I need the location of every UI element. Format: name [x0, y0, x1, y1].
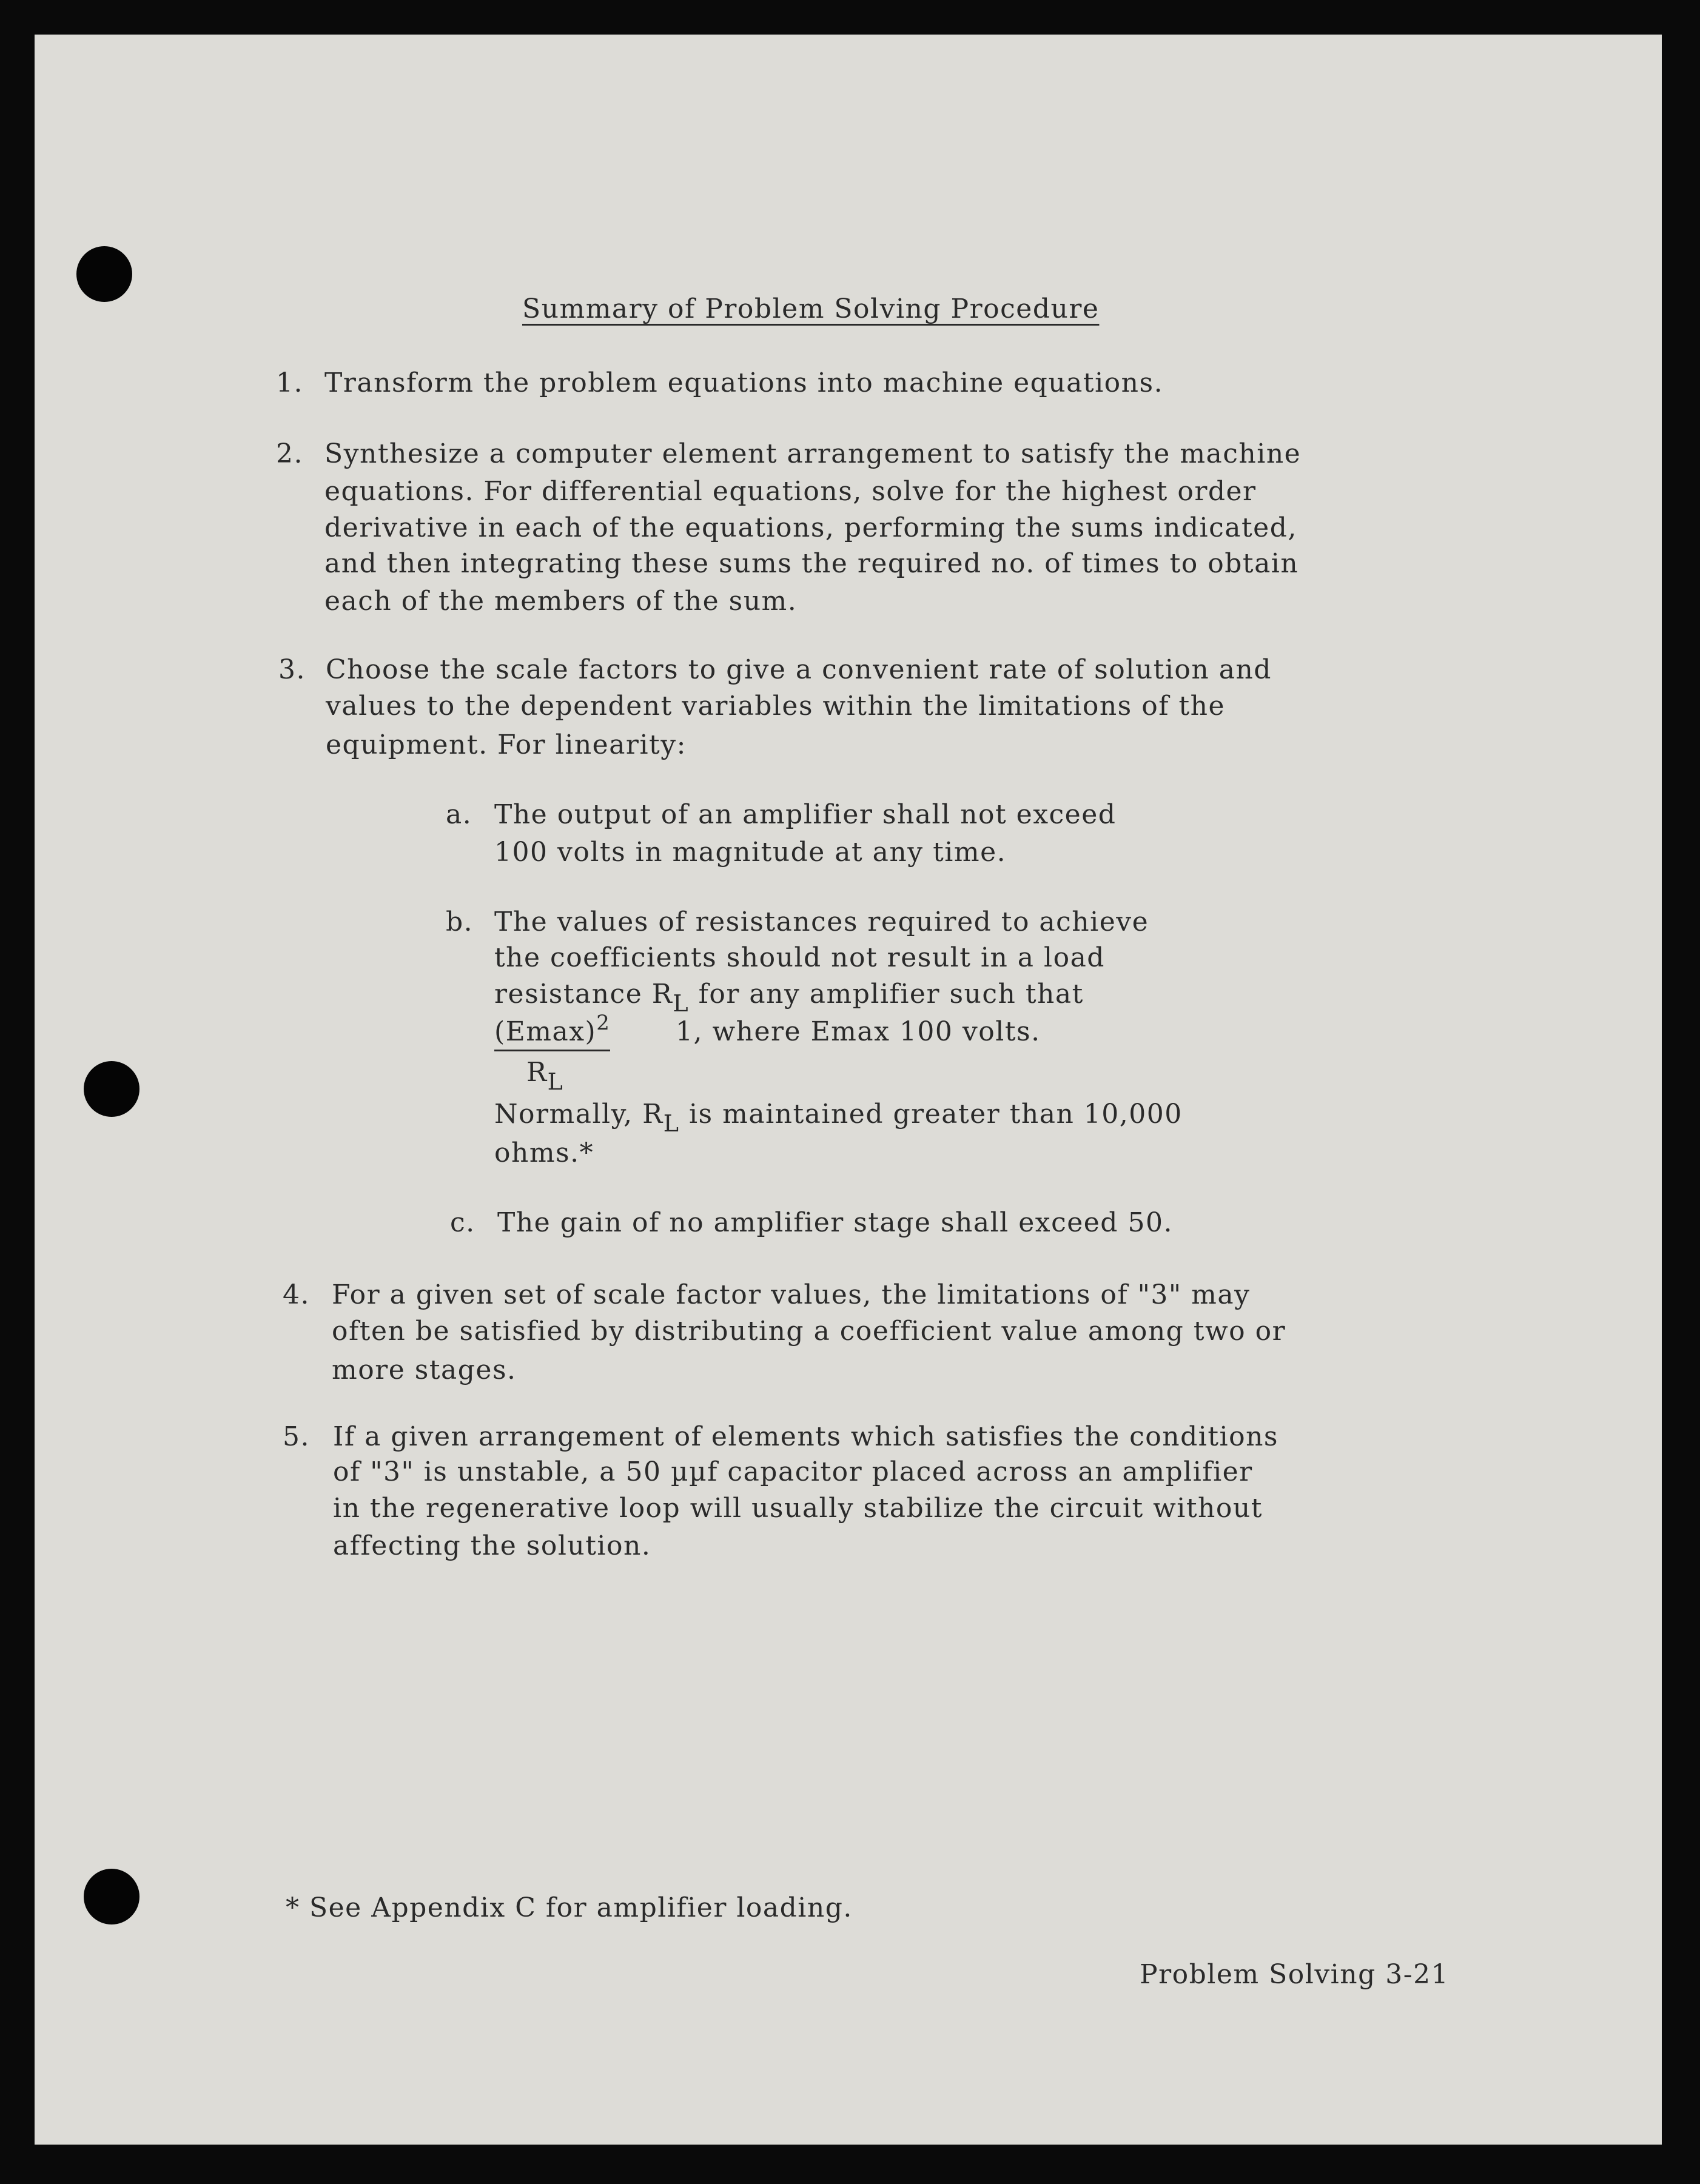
- item-text: often be satisfied by distributing a coefficient value among two or: [332, 1316, 1286, 1347]
- item-text: of "3" is unstable, a 50 µµf capacitor placed across an amplifier: [333, 1456, 1253, 1487]
- text-fragment: resistance R: [494, 979, 673, 1010]
- item-text: affecting the solution.: [333, 1530, 651, 1561]
- subitem-text: ohms.*: [494, 1137, 594, 1168]
- text-fragment: for any amplifier such that: [689, 979, 1084, 1010]
- page-footer: Problem Solving 3-21: [1140, 1959, 1450, 1990]
- formula-denominator: [526, 1054, 564, 1095]
- subitem-label: a.: [446, 799, 472, 830]
- punch-hole: [76, 246, 132, 302]
- text-fragment: is maintained greater than 10,000: [679, 1099, 1183, 1130]
- punch-hole: [84, 1869, 139, 1924]
- subitem-text: [494, 976, 1084, 1017]
- punch-hole: [84, 1061, 139, 1117]
- item-text: Synthesize a computer element arrangement to satisfy the machine: [324, 438, 1302, 469]
- item-text: Choose the scale factors to give a convenient rate of solution and: [326, 654, 1272, 685]
- item-number: 4.: [283, 1279, 310, 1310]
- item-text: equipment. For linearity:: [326, 729, 687, 760]
- formula-condition: 1, where Emax 100 volts.: [676, 1016, 1041, 1047]
- subitem-label: b.: [446, 906, 474, 937]
- item-number: 1.: [276, 367, 303, 398]
- text-fragment: Normally, R: [494, 1099, 664, 1130]
- document-page: [35, 35, 1662, 2145]
- text-fragment: (Emax): [494, 1016, 597, 1047]
- item-text: and then integrating these sums the required no. of times to obtain: [324, 548, 1299, 579]
- subscript: L: [663, 1110, 680, 1137]
- subscript: L: [673, 990, 690, 1017]
- subitem-text: The values of resistances required to achieve: [494, 906, 1149, 937]
- superscript: 2: [596, 1011, 611, 1035]
- subitem-text: 100 volts in magnitude at any time.: [494, 837, 1007, 868]
- item-text: derivative in each of the equations, performing the sums indicated,: [324, 512, 1297, 543]
- item-number: 5.: [283, 1421, 310, 1452]
- page-title: Summary of Problem Solving Procedure: [522, 293, 1100, 324]
- subitem-label: c.: [450, 1207, 475, 1238]
- formula-numerator: [494, 1011, 611, 1050]
- item-text: Transform the problem equations into machine equations.: [324, 367, 1164, 398]
- text-fragment: R: [526, 1057, 548, 1088]
- subitem-text: [494, 1096, 1183, 1137]
- item-number: 3.: [278, 654, 306, 685]
- item-text: equations. For differential equations, solve for the highest order: [324, 476, 1257, 507]
- item-number: 2.: [276, 438, 303, 469]
- subitem-text: The output of an amplifier shall not exceed: [494, 799, 1117, 830]
- item-text: values to the dependent variables within the limitations of the: [326, 691, 1226, 722]
- subitem-text: the coefficients should not result in a load: [494, 942, 1105, 973]
- item-text: each of the members of the sum.: [324, 586, 798, 617]
- subscript: L: [547, 1068, 564, 1095]
- item-text: in the regenerative loop will usually stabilize the circuit without: [333, 1493, 1263, 1524]
- footnote: * See Appendix C for amplifier loading.: [286, 1892, 853, 1923]
- item-text: For a given set of scale factor values, the limitations of "3" may: [332, 1279, 1251, 1310]
- item-text: more stages.: [332, 1355, 517, 1385]
- subitem-text: The gain of no amplifier stage shall exceed 50.: [497, 1207, 1173, 1238]
- item-text: If a given arrangement of elements which satisfies the conditions: [333, 1421, 1278, 1452]
